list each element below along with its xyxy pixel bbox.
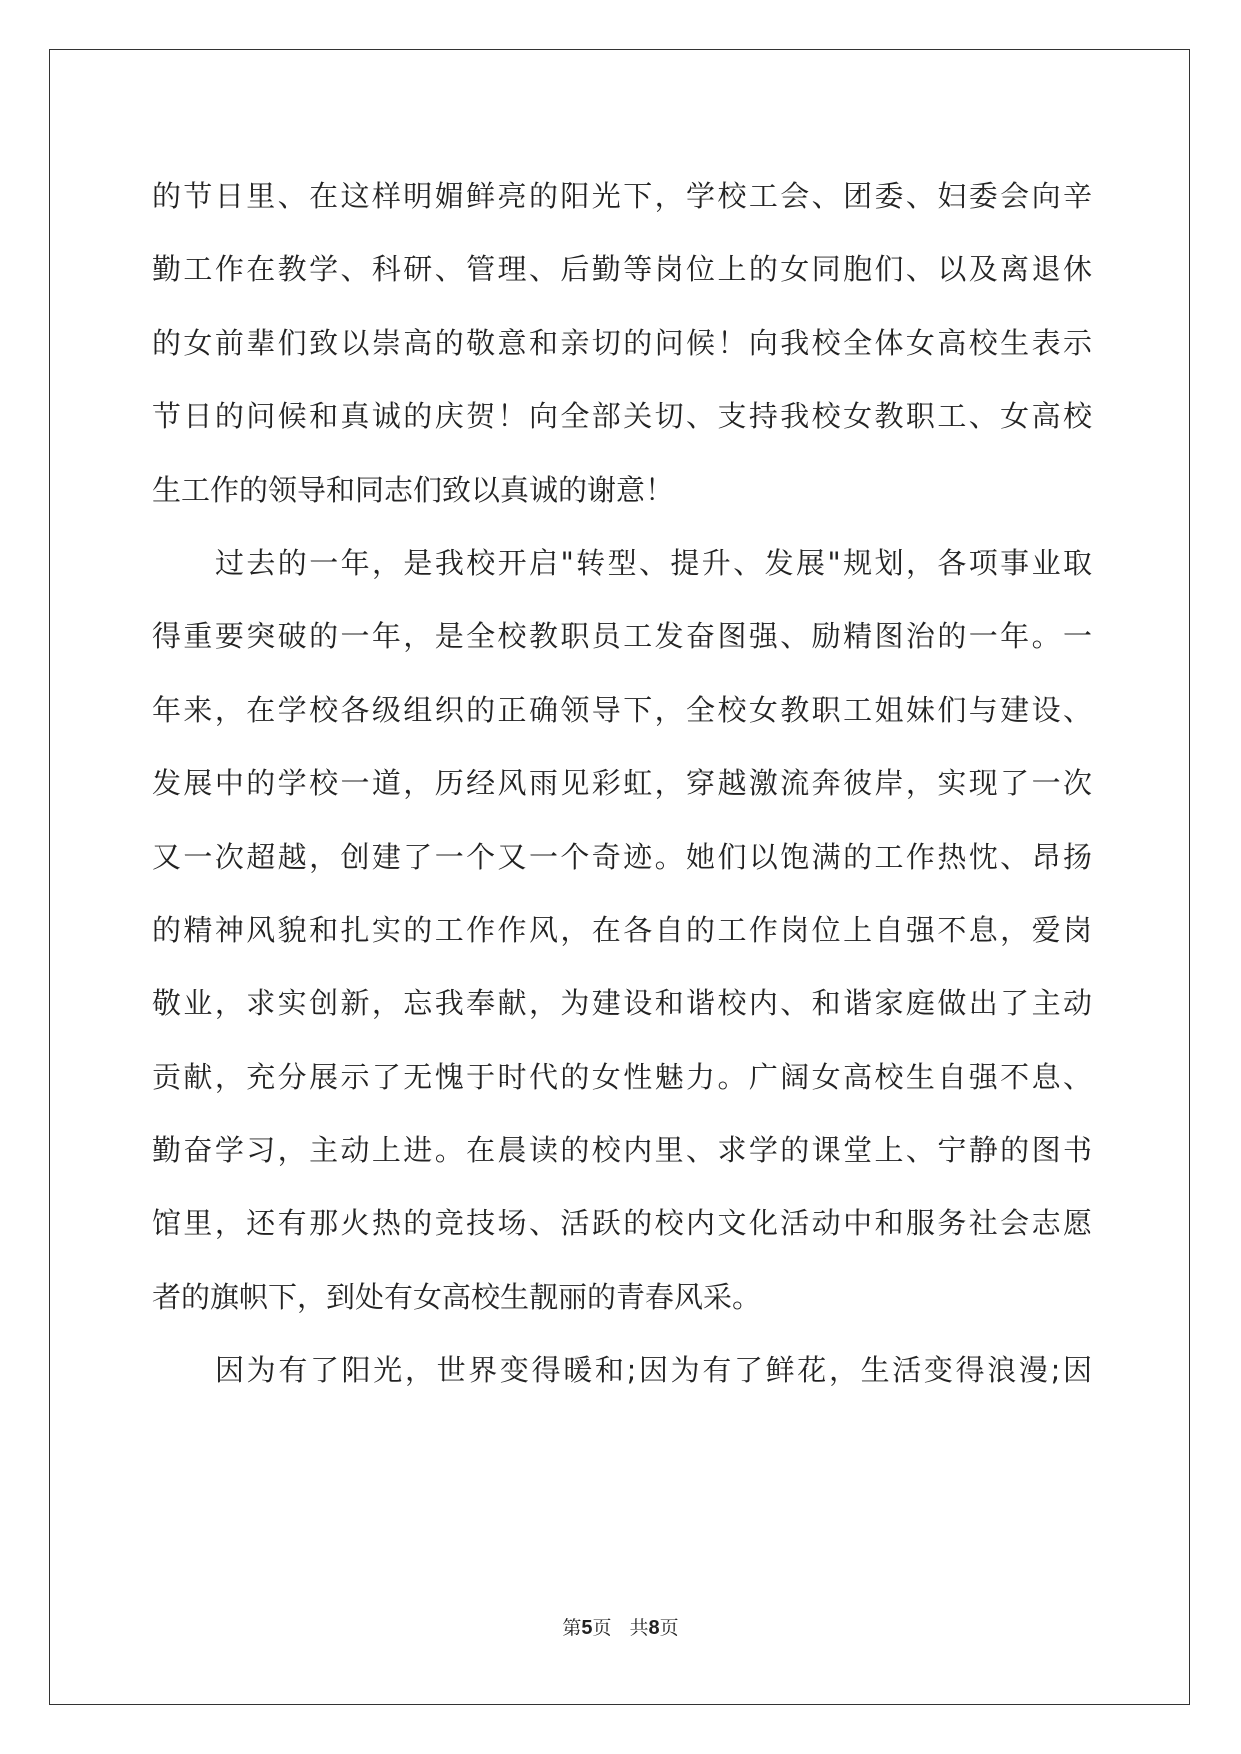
footer-prefix: 第	[562, 1617, 582, 1639]
current-page-number: 5	[581, 1617, 593, 1639]
text-line: 勤工作在教学、科研、管理、后勤等岗位上的女同胞们、以及离退休	[152, 252, 1092, 287]
text-line: 敬业，求实创新，忘我奉献，为建设和谐校内、和谐家庭做出了主动	[152, 986, 1092, 1021]
footer-total-prefix: 共	[629, 1617, 649, 1639]
text-line: 贡献，充分展示了无愧于时代的女性魅力。广阔女高校生自强不息、	[152, 1059, 1092, 1094]
text-line: 者的旗帜下，到处有女高校生靓丽的青春风采。	[152, 1279, 762, 1314]
footer-total-unit: 页	[659, 1617, 679, 1639]
text-line: 的节日里、在这样明媚鲜亮的阳光下，学校工会、团委、妇委会向辛	[152, 179, 1092, 213]
text-line: 得重要突破的一年，是全校教职员工发奋图强、励精图治的一年。一	[152, 619, 1092, 654]
text-line: 的女前辈们致以崇高的敬意和亲切的问候！向我校全体女高校生表示	[152, 325, 1092, 360]
text-line: 勤奋学习，主动上进。在晨读的校内里、求学的课堂上、宁静的图书	[152, 1133, 1092, 1168]
text-line: 生工作的领导和同志们致以真诚的谢意！	[152, 472, 675, 507]
text-line: 过去的一年，是我校开启"转型、提升、发展"规划，各项事业取	[215, 545, 1092, 580]
text-line: 因为有了阳光，世界变得暖和;因为有了鲜花，生活变得浪漫;因	[215, 1353, 1092, 1388]
text-line: 年来，在学校各级组织的正确领导下，全校女教职工姐妹们与建设、	[152, 692, 1092, 727]
text-line: 发展中的学校一道，历经风雨见彩虹，穿越激流奔彼岸，实现了一次	[152, 766, 1092, 801]
footer-page-unit: 页	[592, 1617, 612, 1639]
text-line: 馆里，还有那火热的竞技场、活跃的校内文化活动中和服务社会志愿	[152, 1206, 1092, 1241]
total-page-number: 8	[648, 1617, 660, 1639]
text-line: 的精神风貌和扎实的工作作风，在各自的工作岗位上自强不息，爱岗	[152, 912, 1092, 947]
text-line: 节日的问候和真诚的庆贺！向全部关切、支持我校女教职工、女高校	[152, 399, 1092, 434]
page-footer	[0, 1613, 1241, 1640]
document-body	[152, 160, 1092, 1408]
text-line: 又一次超越，创建了一个又一个奇迹。她们以饱满的工作热忱、昂扬	[152, 839, 1092, 874]
